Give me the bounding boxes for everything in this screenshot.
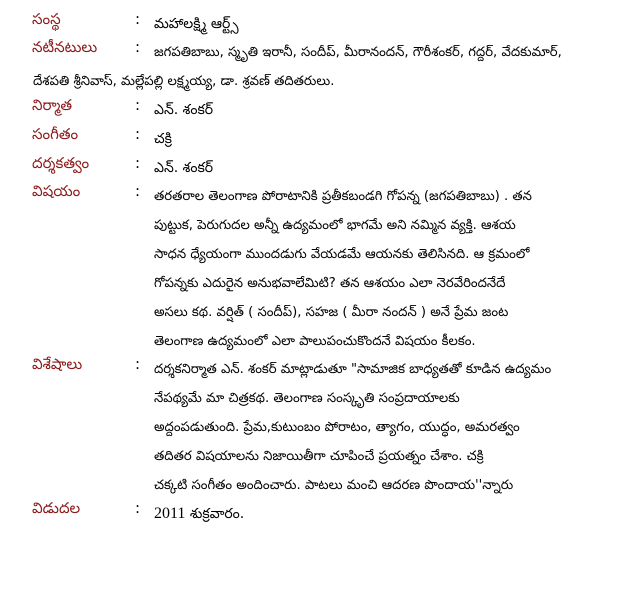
value-highlights <box>154 355 634 500</box>
value-line: దర్శకనిర్మాత ఎన్. శంకర్ మాట్లాడుతూ "సామాజిక బాధ్యతతో కూడిన ఉద్యమం <box>154 362 552 377</box>
value-line <box>154 499 634 528</box>
label-direction: దర్శకత్వం <box>32 154 90 172</box>
value-line: పుట్టుక, పెరుగుదల అన్నీ ఉద్యమంలో భాగమే అని నమ్మిన వ్యక్తి. ఆశయ <box>154 218 516 233</box>
label-highlights: విశేషాలు <box>32 355 83 373</box>
label-release: విడుదల <box>32 499 81 517</box>
colon: : <box>135 125 141 143</box>
value-line: తదితర విషయాలను నిజాయితీగా చూపించే ప్రయత్నం చేశాం. చక్రి <box>154 449 484 464</box>
value-line: తరతరాల తెలంగాణ పోరాటానికి ప్రతీకబండగి గోపన్న (జగపతిబాబు) . తన <box>154 189 532 204</box>
value-line: చక్కటి సంగీతం అందించారు. పాటలు మంచి ఆదరణ పొందాయ''న్నారు <box>154 478 514 493</box>
release-day: శుక్రవారం. <box>189 506 245 522</box>
label-cast: నటీనటులు <box>32 38 98 56</box>
value-line: సాధన ధ్యేయంగా ముందడుగు వేయడమే ఆయనకు తెలిసినది. ఆ క్రమంలో <box>154 247 530 262</box>
label-producer: నిర్మాత <box>32 96 73 114</box>
colon: : <box>135 38 141 56</box>
label-music: సంగీతం <box>32 125 79 143</box>
value-line: మహాలక్ష్మి ఆర్ట్స్ <box>154 16 239 32</box>
value-release <box>154 499 634 528</box>
value-line: చక్రి <box>154 131 172 147</box>
value-direction <box>154 154 634 183</box>
value-line: తెలంగాణ ఉద్యమంలో ఎలా పాలుపంచుకొందనే విషయం కీలకం. <box>154 334 476 349</box>
value-line: ఎన్. శంకర్ <box>154 102 214 118</box>
value-subject <box>154 182 634 356</box>
value-line: అద్దంపడుతుంది. ప్రేమ,కుటుంబం పోరాటం, త్యాగం, యుద్ధం, అమరత్వం <box>154 420 520 435</box>
colon: : <box>135 182 141 200</box>
value-producer <box>154 96 634 125</box>
label-subject: విషయం <box>32 182 81 200</box>
colon: : <box>135 355 141 373</box>
colon: : <box>135 499 141 517</box>
value-line: నేపథ్యమే మా చిత్రకథ. తెలంగాణ సంస్కృతి సంప్రదాయాలకు <box>154 391 460 406</box>
value-line: జగపతిబాబు, స్మృతి ఇరానీ, సందీప్, మీరానందన్, గౌరీశంకర్, గద్దర్, వేదకుమార్, <box>154 45 562 60</box>
value-line: ఎన్. శంకర్ <box>154 160 214 176</box>
release-year: 2011 <box>154 505 186 522</box>
colon: : <box>135 96 141 114</box>
value-organisation <box>154 10 634 39</box>
colon: : <box>135 154 141 172</box>
label-organisation: సంస్థ <box>32 10 61 28</box>
colon: : <box>135 10 141 28</box>
value-line: అసలు కథ. వర్షిత్ ( సందీప్), సహజ ( మీరా నందన్ ) అనే ప్రేమ జంట <box>154 305 509 320</box>
value-music <box>154 125 634 154</box>
value-line: గోపన్నకు ఎదురైన అనుభవాలేమిటి? తన ఆశయం ఎలా నెరవేరిందనేదే <box>154 276 506 291</box>
value-line: దేశపతి శ్రీనివాస్, మల్లేపల్లి లక్ష్మయ్య, డా. శ్రవణ్ తదితరులు. <box>33 74 335 89</box>
